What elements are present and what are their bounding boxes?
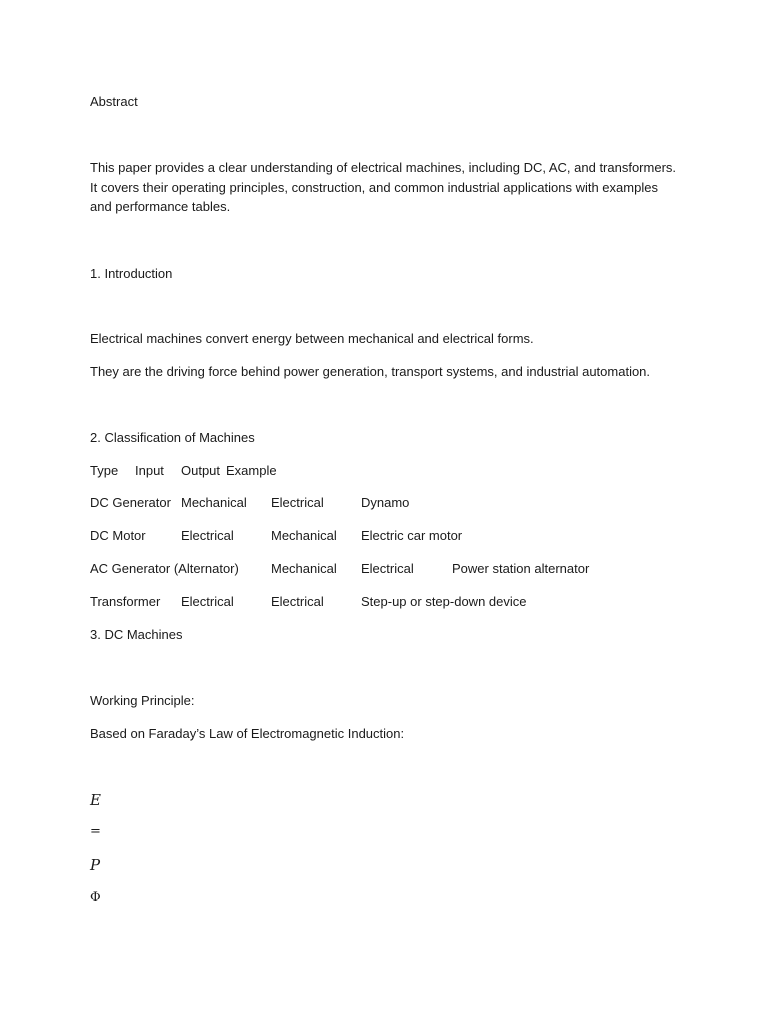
table-row [90,493,690,513]
cell-output: Electrical [271,594,324,609]
introduction-paragraph-1: Electrical machines convert energy between mechanical and electrical forms. [90,331,534,346]
table-row [90,592,690,612]
cell-output: Electrical [271,495,324,510]
cell-example: Step-up or step-down device [361,594,527,609]
classification-heading: 2. Classification of Machines [90,430,255,445]
header-type: Type [90,463,119,478]
equation-symbol-e: E [90,791,101,809]
header-output: Output [181,463,221,478]
cell-input: Mechanical [271,561,337,576]
abstract-heading: Abstract [90,94,138,109]
equation-equals: = [90,824,101,839]
cell-example: Dynamo [361,495,410,510]
introduction-heading: 1. Introduction [90,266,173,281]
table-row [90,559,690,579]
cell-input: Electrical [181,594,234,609]
dc-machines-heading: 3. DC Machines [90,627,183,642]
classification-header-row [90,461,690,481]
cell-output: Electrical [361,561,414,576]
faraday-law-text: Based on Faraday’s Law of Electromagnetic Induction: [90,726,405,741]
equation-symbol-p: P [90,856,101,874]
equation-symbol-phi: Φ [90,890,101,905]
abstract-text: This paper provides a clear understanding of electrical machines, including DC, AC, and transformers. It covers their operating principles, construction, and common industrial applications with examples and performance tables. [90,160,677,214]
header-input: Input [135,463,164,478]
working-principle-label: Working Principle: [90,693,195,708]
table-row [90,526,690,546]
cell-example: Electric car motor [361,528,463,543]
cell-input: Electrical [181,528,234,543]
introduction-paragraph-2: They are the driving force behind power generation, transport systems, and industrial automation. [90,364,651,379]
cell-input: Mechanical [181,495,247,510]
header-example: Example [226,463,277,478]
cell-type: AC Generator (Alternator) [90,561,239,576]
cell-type: Transformer [90,594,161,609]
cell-type: DC Motor [90,528,146,543]
cell-example: Power station alternator [452,561,590,576]
cell-type: DC Generator [90,495,171,510]
cell-output: Mechanical [271,528,337,543]
